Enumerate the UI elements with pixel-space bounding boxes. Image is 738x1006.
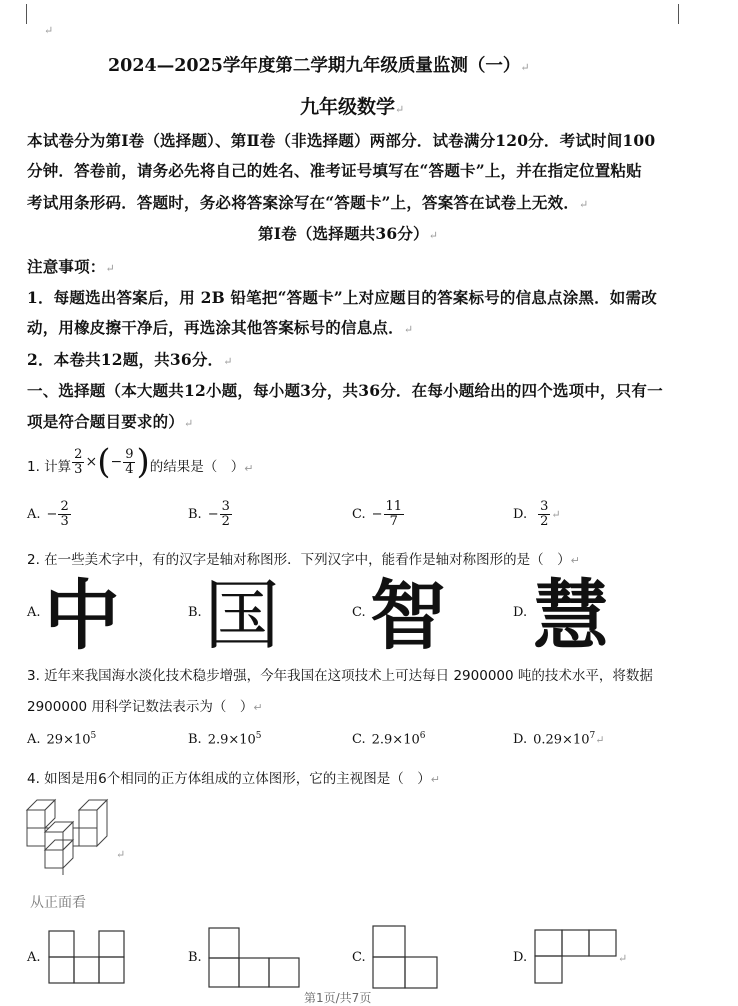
- q2-option-c-char[interactable]: 智: [370, 571, 446, 660]
- q1-option-c[interactable]: C. − $\frac{11}{7}$: [352, 499, 403, 529]
- q4-view-caption: 从正面看: [30, 895, 86, 911]
- paragraph-mark: ↵: [618, 952, 628, 965]
- intro-line-1: 本试卷分为第Ⅰ卷（选择题）、第Ⅱ卷（非选择题）两部分．试卷满分120分．考试时间100: [27, 131, 656, 150]
- question-4: 4. 如图是用6个相同的正方体组成的立体图形，它的主视图是（ ）↵: [27, 771, 440, 787]
- exam-subject: 九年级数学↵: [300, 96, 405, 118]
- intro-line-3: 考试用条形码．答题时，务必将答案涂写在“答题卡”上，答案答在试卷上无效．↵: [27, 193, 589, 212]
- question-3-line-2: 2900000 用科学记数法表示为（ ）↵: [27, 699, 263, 715]
- page-corner-mark-left: [26, 4, 27, 24]
- q4-option-a-figure[interactable]: [48, 930, 128, 985]
- q4-cube-figure: [24, 795, 129, 880]
- q1-option-d[interactable]: D. $\frac{3}{2}$ ↵: [513, 499, 561, 529]
- q4-option-d-figure[interactable]: [534, 929, 620, 985]
- q2-option-d-char[interactable]: 慧: [533, 571, 609, 660]
- section-heading: 第Ⅰ卷（选择题共36分）↵: [258, 224, 439, 243]
- q1-option-b[interactable]: B. − $\frac{3}{2}$: [188, 499, 230, 529]
- q4-option-b-label[interactable]: B.: [188, 950, 202, 965]
- intro-line-2: 分钟．答卷前，请务必先将自己的姓名、准考证号填写在“答题卡”上，并在指定位置粘贴: [27, 161, 642, 180]
- part-1-intro-line-2: 项是符合题目要求的）↵: [27, 412, 194, 431]
- q3-option-c[interactable]: C. $2.9\times 10^6$: [352, 731, 426, 748]
- q4-option-b-figure[interactable]: [208, 927, 303, 989]
- q1-fraction-2: $\frac{9}{4}$: [125, 446, 134, 477]
- q2-option-b-char[interactable]: 国: [204, 571, 280, 660]
- question-2: 2. 在一些美术字中，有的汉字是轴对称图形．下列汉字中，能看作是轴对称图形的是（ ）↵: [27, 552, 580, 568]
- notice-label: 注意事项：↵: [27, 257, 115, 276]
- q3-option-d[interactable]: D. $0.29\times 10^7↵$: [513, 731, 605, 748]
- q3-option-b[interactable]: B. $2.9\times 10^5$: [188, 731, 262, 748]
- paragraph-mark: ↵: [116, 848, 126, 861]
- q2-option-c-label[interactable]: C.: [352, 605, 366, 620]
- q4-option-a-label[interactable]: A.: [27, 950, 41, 965]
- q4-option-c-label[interactable]: C.: [352, 950, 366, 965]
- notice-1-line-1: 1．每题选出答案后，用 2B 铅笔把“答题卡”上对应题目的答案标号的信息点涂黑．如需改: [27, 288, 657, 307]
- q3-option-a[interactable]: A. $29\times 10^5$: [27, 731, 97, 748]
- page-footer: 第1页/共7页: [304, 991, 372, 1005]
- part-1-intro-line-1: 一、选择题（本大题共12小题，每小题3分，共36分．在每小题给出的四个选项中，只有一: [27, 381, 663, 400]
- q2-option-b-label[interactable]: B.: [188, 605, 202, 620]
- q4-option-c-figure[interactable]: [372, 925, 442, 991]
- q4-option-d-label[interactable]: D.: [513, 950, 528, 965]
- q1-option-a[interactable]: A. − $\frac{2}{3}$: [27, 499, 69, 529]
- exam-title: 2024—2025学年度第二学期九年级质量监测（一）↵: [108, 56, 530, 76]
- notice-2: 2．本卷共12题，共36分．↵: [27, 350, 233, 369]
- notice-1-line-2: 动，用橡皮擦干净后，再选涂其他答案标号的信息点．↵: [27, 318, 414, 337]
- page-corner-mark-right: [678, 4, 679, 24]
- q2-option-a-char[interactable]: 中: [44, 571, 120, 660]
- q2-option-a-label[interactable]: A.: [27, 605, 41, 620]
- question-1: 1. 计算 $\frac{2}{3}$ × ( − $\frac{9}{4}$ ) 的结果是（ ） ↵: [27, 442, 254, 482]
- q2-option-d-label[interactable]: D.: [513, 605, 528, 620]
- question-3-line-1: 3. 近年来我国海水淡化技术稳步增强，今年我国在这项技术上可达每日 2900000 吨的技术水平，将数据: [27, 668, 653, 684]
- q1-fraction-1: $\frac{2}{3}$: [74, 446, 83, 477]
- paragraph-mark: ↵: [44, 24, 54, 37]
